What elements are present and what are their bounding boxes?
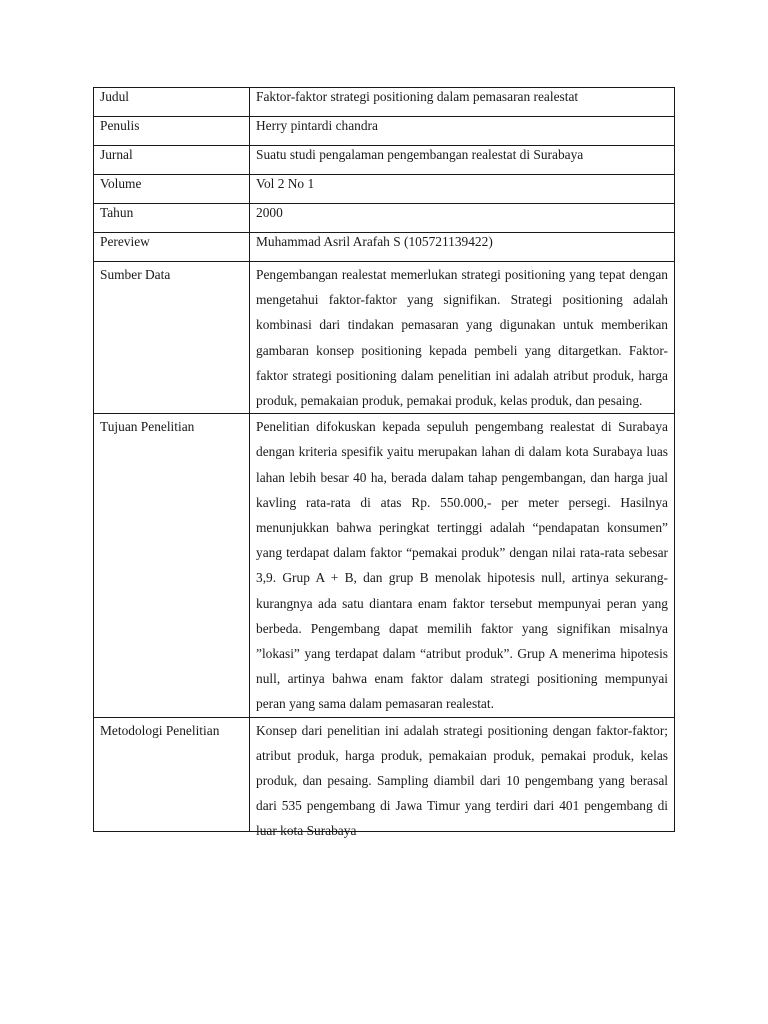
- row-value: Faktor-faktor strategi positioning dalam pemasaran realestat: [250, 88, 675, 117]
- row-label: Tujuan Penelitian: [94, 414, 250, 717]
- row-value: [250, 717, 675, 839]
- table-row-penulis: [94, 117, 675, 146]
- table-row-tahun: [94, 204, 675, 233]
- row-value: Suatu studi pengalaman pengembangan realestat di Surabaya: [250, 146, 675, 175]
- table-row-pereview: [94, 233, 675, 262]
- journal-review-table: [93, 87, 675, 839]
- row-value: Penelitian difokuskan kepada sepuluh pengembang realestat di Surabaya dengan kriteria spesifik yaitu merupakan lahan di dalam kota Surabaya luas lahan lebih besar 40 ha, berada dalam tahap pengembangan, dan harga jual kavling rata-rata di atas Rp. 550.000,- per meter persegi. Hasilnya menunjukkan bahwa peringkat tertinggi adalah “pendapatan konsumen” yang terdapat dalam faktor “pemakai produk” dengan nilai rata-rata sebesar 3,9. Grup A + B, dan grup B menolak hipotesis null, artinya sekurang-kurangnya ada satu diantara enam faktor tersebut mempunyai peran yang berbeda. Pengembang dapat memilih faktor yang signifikan misalnya ”lokasi” yang terdapat dalam “atribut produk”. Grup A menerima hipotesis null, artinya bahwa enam faktor dalam strategi positioning mempunyai peran yang sama dalam pemasaran realestat.: [250, 414, 675, 717]
- table-row-volume: [94, 175, 675, 204]
- row-value: 2000: [250, 204, 675, 233]
- row-label: Penulis: [94, 117, 250, 146]
- row-label: Pereview: [94, 233, 250, 262]
- row-label: Sumber Data: [94, 262, 250, 414]
- row-label: Metodologi Penelitian: [94, 717, 250, 831]
- row-label: Judul: [94, 88, 250, 117]
- row-value: Muhammad Asril Arafah S (105721139422): [250, 233, 675, 262]
- table-row-judul: [94, 88, 675, 117]
- row-value: Herry pintardi chandra: [250, 117, 675, 146]
- table-row-jurnal: [94, 146, 675, 175]
- row-value: Vol 2 No 1: [250, 175, 675, 204]
- table-row-sumber-data: [94, 262, 675, 414]
- row-label: Tahun: [94, 204, 250, 233]
- table-row-metodologi-penelitian: [94, 717, 675, 831]
- table-row-tujuan-penelitian: [94, 414, 675, 717]
- row-value-text: Konsep dari penelitian ini adalah strategi positioning dengan faktor-faktor; atribut produk, harga produk, pemakaian produk, pemakai produk, kelas produk, dan pesaing. Sampling diambil dari 10 pengembang yang berasal dari 535 pengembang di Jawa Timur yang terdiri dari 401 pengembang di luar kota Surabaya: [256, 722, 668, 839]
- row-value: Pengembangan realestat memerlukan strategi positioning yang tepat dengan mengetahui faktor-faktor yang signifikan. Strategi positioning adalah kombinasi dari tindakan pemasaran yang digunakan untuk memberikan gambaran konsep positioning kepada pembeli yang ditargetkan. Faktor-faktor strategi positioning dalam penelitian ini adalah atribut produk, harga produk, pemakaian produk, pemakai produk, kelas produk, dan pesaing.: [250, 262, 675, 414]
- row-label: Volume: [94, 175, 250, 204]
- row-label: Jurnal: [94, 146, 250, 175]
